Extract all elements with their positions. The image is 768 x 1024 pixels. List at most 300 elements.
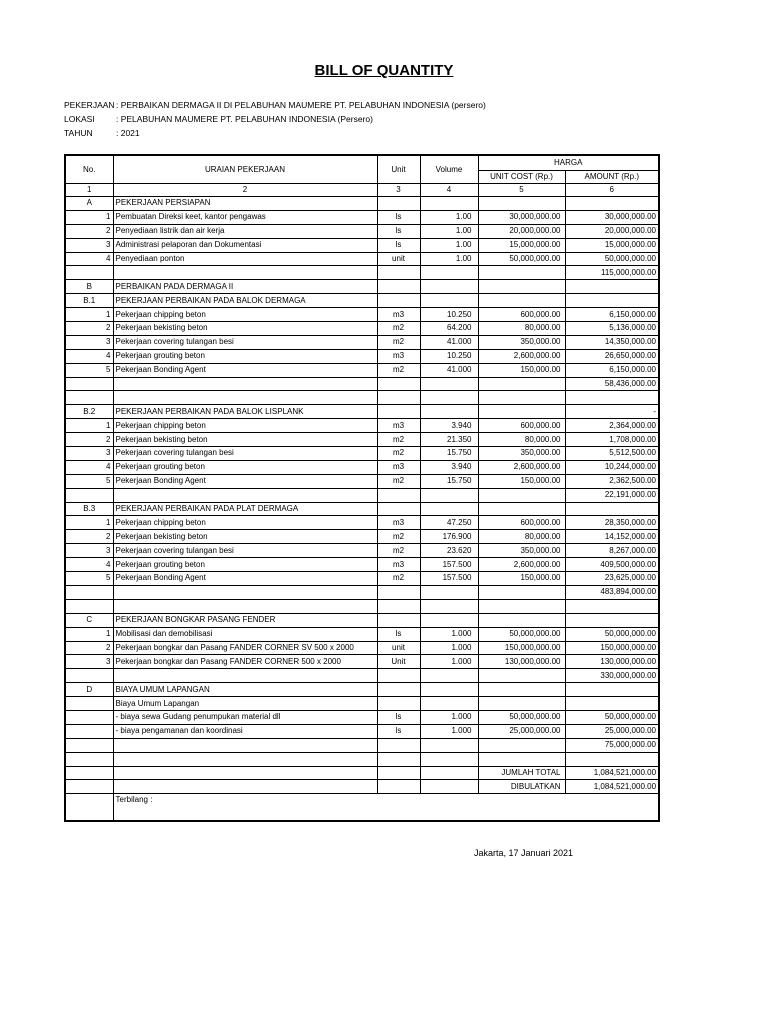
row-description bbox=[113, 599, 377, 613]
table-row bbox=[65, 752, 659, 766]
row-unit-cost bbox=[478, 197, 565, 211]
table-row bbox=[65, 780, 659, 794]
row-amount: 115,000,000.00 bbox=[565, 266, 659, 280]
row-description: PEKERJAAN PERSIAPAN bbox=[113, 197, 377, 211]
row-volume: 1.000 bbox=[420, 627, 478, 641]
row-description: Pekerjaan bekisting beton bbox=[113, 433, 377, 447]
meta-label: TAHUN bbox=[64, 128, 93, 138]
row-unit-cost: 80,000.00 bbox=[478, 530, 565, 544]
header-no: No. bbox=[65, 155, 113, 184]
row-volume: 1.000 bbox=[420, 724, 478, 738]
col-number: 6 bbox=[565, 184, 659, 197]
table-row bbox=[65, 627, 659, 641]
row-amount: - bbox=[565, 405, 659, 419]
row-description bbox=[113, 266, 377, 280]
row-no bbox=[65, 599, 113, 613]
row-unit: ls bbox=[377, 627, 420, 641]
row-unit: m2 bbox=[377, 474, 420, 488]
row-amount: 58,436,000.00 bbox=[565, 377, 659, 391]
col-number: 3 bbox=[377, 184, 420, 197]
row-no: A bbox=[65, 197, 113, 211]
row-unit-cost: JUMLAH TOTAL bbox=[478, 766, 565, 780]
row-unit-cost: 2,600,000.00 bbox=[478, 460, 565, 474]
table-row bbox=[65, 363, 659, 377]
row-volume: 1.000 bbox=[420, 641, 478, 655]
row-amount: 483,894,000.00 bbox=[565, 585, 659, 599]
table-row bbox=[65, 655, 659, 669]
row-unit: m2 bbox=[377, 363, 420, 377]
row-amount bbox=[565, 599, 659, 613]
col-number: 4 bbox=[420, 184, 478, 197]
row-no: 2 bbox=[65, 224, 113, 238]
row-volume: 10.250 bbox=[420, 349, 478, 363]
table-row bbox=[65, 599, 659, 613]
row-volume: 157.500 bbox=[420, 558, 478, 572]
row-amount bbox=[565, 294, 659, 308]
row-volume bbox=[420, 294, 478, 308]
row-unit-cost: 130,000,000.00 bbox=[478, 655, 565, 669]
row-volume: 41.000 bbox=[420, 363, 478, 377]
row-amount: 15,000,000.00 bbox=[565, 238, 659, 252]
row-volume bbox=[420, 585, 478, 599]
row-amount: 6,150,000.00 bbox=[565, 308, 659, 322]
row-unit: m3 bbox=[377, 349, 420, 363]
row-volume bbox=[420, 405, 478, 419]
row-description: - biaya pengamanan dan koordinasi bbox=[113, 724, 377, 738]
row-amount: 50,000,000.00 bbox=[565, 627, 659, 641]
row-no: 3 bbox=[65, 544, 113, 558]
row-unit: m2 bbox=[377, 572, 420, 586]
table-row bbox=[65, 391, 659, 405]
row-unit bbox=[377, 683, 420, 697]
row-description: PEKERJAAN PERBAIKAN PADA PLAT DERMAGA bbox=[113, 502, 377, 516]
row-unit-cost: 350,000.00 bbox=[478, 335, 565, 349]
table-row bbox=[65, 530, 659, 544]
row-description bbox=[113, 391, 377, 405]
row-volume bbox=[420, 766, 478, 780]
header-volume: Volume bbox=[420, 155, 478, 184]
meta-label: PEKERJAAN bbox=[64, 100, 115, 110]
row-no: B.1 bbox=[65, 294, 113, 308]
terbilang-label: Terbilang : bbox=[113, 794, 659, 822]
row-description: BIAYA UMUM LAPANGAN bbox=[113, 683, 377, 697]
table-row bbox=[65, 544, 659, 558]
row-no: B.2 bbox=[65, 405, 113, 419]
row-description: PEKERJAAN PERBAIKAN PADA BALOK DERMAGA bbox=[113, 294, 377, 308]
row-description: Penyediaan listrik dan air kerja bbox=[113, 224, 377, 238]
row-description: Pekerjaan grouting beton bbox=[113, 558, 377, 572]
row-unit-cost bbox=[478, 599, 565, 613]
row-description bbox=[113, 738, 377, 752]
table-row bbox=[65, 488, 659, 502]
table-row bbox=[65, 460, 659, 474]
row-description: PEKERJAAN PERBAIKAN PADA BALOK LISPLANK bbox=[113, 405, 377, 419]
row-no: 3 bbox=[65, 447, 113, 461]
row-unit bbox=[377, 766, 420, 780]
document-title: BILL OF QUANTITY bbox=[314, 62, 454, 79]
row-volume: 1.00 bbox=[420, 224, 478, 238]
row-amount: 75,000,000.00 bbox=[565, 738, 659, 752]
row-volume bbox=[420, 197, 478, 211]
row-unit bbox=[377, 752, 420, 766]
row-unit bbox=[377, 697, 420, 711]
row-no bbox=[65, 752, 113, 766]
row-volume: 47.250 bbox=[420, 516, 478, 530]
row-volume: 23.620 bbox=[420, 544, 478, 558]
row-unit-cost bbox=[478, 280, 565, 294]
row-unit bbox=[377, 294, 420, 308]
row-volume: 1.000 bbox=[420, 655, 478, 669]
row-volume bbox=[420, 266, 478, 280]
row-volume: 3.940 bbox=[420, 460, 478, 474]
row-amount bbox=[565, 391, 659, 405]
row-amount: 2,364,000.00 bbox=[565, 419, 659, 433]
row-amount bbox=[565, 613, 659, 627]
row-volume bbox=[420, 280, 478, 294]
row-description bbox=[113, 585, 377, 599]
row-unit-cost bbox=[478, 391, 565, 405]
row-unit-cost bbox=[478, 669, 565, 683]
row-description bbox=[113, 669, 377, 683]
row-no: 5 bbox=[65, 572, 113, 586]
row-unit bbox=[377, 738, 420, 752]
row-description: PEKERJAAN BONGKAR PASANG FENDER bbox=[113, 613, 377, 627]
row-unit-cost: DIBULATKAN bbox=[478, 780, 565, 794]
row-unit-cost: 600,000.00 bbox=[478, 516, 565, 530]
row-amount: 14,152,000.00 bbox=[565, 530, 659, 544]
row-unit-cost bbox=[478, 585, 565, 599]
row-volume bbox=[420, 669, 478, 683]
row-volume: 176.900 bbox=[420, 530, 478, 544]
row-unit: ls bbox=[377, 238, 420, 252]
row-unit-cost bbox=[478, 697, 565, 711]
table-row bbox=[65, 502, 659, 516]
row-amount bbox=[565, 683, 659, 697]
row-amount: 22,191,000.00 bbox=[565, 488, 659, 502]
row-amount: 8,267,000.00 bbox=[565, 544, 659, 558]
row-unit-cost: 80,000.00 bbox=[478, 322, 565, 336]
row-no: 3 bbox=[65, 335, 113, 349]
row-amount: 1,708,000.00 bbox=[565, 433, 659, 447]
row-unit bbox=[377, 391, 420, 405]
row-unit bbox=[377, 599, 420, 613]
row-description: Pekerjaan covering tulangan besi bbox=[113, 335, 377, 349]
boq-body bbox=[65, 197, 659, 822]
row-no bbox=[65, 488, 113, 502]
row-unit: m3 bbox=[377, 460, 420, 474]
row-amount: 30,000,000.00 bbox=[565, 210, 659, 224]
row-no: 3 bbox=[65, 238, 113, 252]
row-amount bbox=[565, 697, 659, 711]
col-number: 1 bbox=[65, 184, 113, 197]
row-description bbox=[113, 488, 377, 502]
table-row bbox=[65, 349, 659, 363]
row-unit-cost: 50,000,000.00 bbox=[478, 627, 565, 641]
table-row bbox=[65, 308, 659, 322]
row-unit bbox=[377, 197, 420, 211]
table-row bbox=[65, 683, 659, 697]
row-unit-cost: 150,000.00 bbox=[478, 363, 565, 377]
row-amount: 1,084,521,000.00 bbox=[565, 766, 659, 780]
header-unit-cost: UNIT COST (Rp.) bbox=[478, 171, 565, 184]
table-row bbox=[65, 697, 659, 711]
row-unit: ls bbox=[377, 724, 420, 738]
table-row bbox=[65, 641, 659, 655]
row-unit-cost: 80,000.00 bbox=[478, 433, 565, 447]
row-no bbox=[65, 391, 113, 405]
row-description: Administrasi pelaporan dan Dokumentasi bbox=[113, 238, 377, 252]
row-no: 4 bbox=[65, 349, 113, 363]
meta-label: LOKASI bbox=[64, 114, 95, 124]
row-description: Pekerjaan chipping beton bbox=[113, 308, 377, 322]
row-description: Pekerjaan Bonding Agent bbox=[113, 572, 377, 586]
row-unit: ls bbox=[377, 224, 420, 238]
row-no bbox=[65, 794, 113, 822]
row-unit bbox=[377, 502, 420, 516]
row-amount: 1,084,521,000.00 bbox=[565, 780, 659, 794]
row-no bbox=[65, 738, 113, 752]
row-amount: 5,512,500.00 bbox=[565, 447, 659, 461]
row-amount: 50,000,000.00 bbox=[565, 710, 659, 724]
row-no: 4 bbox=[65, 558, 113, 572]
table-row bbox=[65, 405, 659, 419]
row-no: B.3 bbox=[65, 502, 113, 516]
row-description: Pekerjaan bongkar dan Pasang FANDER CORNER SV 500 x 2000 bbox=[113, 641, 377, 655]
row-unit-cost: 30,000,000.00 bbox=[478, 210, 565, 224]
row-amount: 26,650,000.00 bbox=[565, 349, 659, 363]
row-no: 5 bbox=[65, 474, 113, 488]
row-unit bbox=[377, 266, 420, 280]
table-row bbox=[65, 738, 659, 752]
row-unit-cost: 350,000.00 bbox=[478, 544, 565, 558]
row-amount: 330,000,000.00 bbox=[565, 669, 659, 683]
row-unit-cost: 2,600,000.00 bbox=[478, 349, 565, 363]
row-description: Pekerjaan chipping beton bbox=[113, 516, 377, 530]
header-uraian: URAIAN PEKERJAAN bbox=[113, 155, 377, 184]
row-unit-cost bbox=[478, 502, 565, 516]
table-row bbox=[65, 322, 659, 336]
row-description bbox=[113, 780, 377, 794]
row-volume: 15.750 bbox=[420, 447, 478, 461]
table-row bbox=[65, 419, 659, 433]
row-unit-cost bbox=[478, 294, 565, 308]
row-no: 5 bbox=[65, 363, 113, 377]
table-row bbox=[65, 210, 659, 224]
row-description: Pekerjaan grouting beton bbox=[113, 460, 377, 474]
row-unit bbox=[377, 613, 420, 627]
table-row bbox=[65, 724, 659, 738]
row-volume bbox=[420, 377, 478, 391]
row-volume: 15.750 bbox=[420, 474, 478, 488]
row-no bbox=[65, 669, 113, 683]
row-volume: 1.00 bbox=[420, 252, 478, 266]
row-unit bbox=[377, 488, 420, 502]
row-no: 1 bbox=[65, 210, 113, 224]
row-no: 2 bbox=[65, 530, 113, 544]
row-unit-cost: 2,600,000.00 bbox=[478, 558, 565, 572]
row-no bbox=[65, 724, 113, 738]
row-unit-cost bbox=[478, 405, 565, 419]
row-unit-cost: 600,000.00 bbox=[478, 419, 565, 433]
row-unit: m2 bbox=[377, 530, 420, 544]
meta-value: : 2021 bbox=[116, 128, 140, 138]
place-date: Jakarta, 17 Januari 2021 bbox=[474, 848, 574, 858]
row-volume: 3.940 bbox=[420, 419, 478, 433]
row-description: Pekerjaan chipping beton bbox=[113, 419, 377, 433]
row-description: Biaya Umum Lapangan bbox=[113, 697, 377, 711]
table-row bbox=[65, 447, 659, 461]
row-no: 3 bbox=[65, 655, 113, 669]
row-volume bbox=[420, 683, 478, 697]
row-amount: 10,244,000.00 bbox=[565, 460, 659, 474]
row-unit: m2 bbox=[377, 335, 420, 349]
row-unit-cost: 50,000,000.00 bbox=[478, 710, 565, 724]
row-unit bbox=[377, 377, 420, 391]
row-amount: 150,000,000.00 bbox=[565, 641, 659, 655]
table-row bbox=[65, 266, 659, 280]
row-description: - biaya sewa Gudang penumpukan material dll bbox=[113, 710, 377, 724]
row-volume bbox=[420, 391, 478, 405]
row-unit-cost: 350,000.00 bbox=[478, 447, 565, 461]
row-unit-cost: 15,000,000.00 bbox=[478, 238, 565, 252]
row-unit: m3 bbox=[377, 516, 420, 530]
row-no: B bbox=[65, 280, 113, 294]
row-description: Pekerjaan covering tulangan besi bbox=[113, 447, 377, 461]
row-amount: 28,350,000.00 bbox=[565, 516, 659, 530]
row-unit bbox=[377, 280, 420, 294]
table-row bbox=[65, 224, 659, 238]
table-row bbox=[65, 516, 659, 530]
row-unit bbox=[377, 585, 420, 599]
row-volume: 1.00 bbox=[420, 210, 478, 224]
table-row bbox=[65, 474, 659, 488]
row-amount: 50,000,000.00 bbox=[565, 252, 659, 266]
row-amount: 2,362,500.00 bbox=[565, 474, 659, 488]
row-no: D bbox=[65, 683, 113, 697]
row-amount: 14,350,000.00 bbox=[565, 335, 659, 349]
row-no: 1 bbox=[65, 627, 113, 641]
row-unit bbox=[377, 669, 420, 683]
row-amount bbox=[565, 752, 659, 766]
meta-value: : PELABUHAN MAUMERE PT. PELABUHAN INDONESIA (Persero) bbox=[116, 114, 373, 124]
meta-pekerjaan bbox=[64, 100, 486, 110]
row-amount: 25,000,000.00 bbox=[565, 724, 659, 738]
row-unit: m2 bbox=[377, 544, 420, 558]
row-description: Mobilisasi dan demobilisasi bbox=[113, 627, 377, 641]
row-no bbox=[65, 585, 113, 599]
row-no: C bbox=[65, 613, 113, 627]
row-unit-cost: 150,000,000.00 bbox=[478, 641, 565, 655]
row-volume: 1.00 bbox=[420, 238, 478, 252]
row-no bbox=[65, 697, 113, 711]
table-row bbox=[65, 197, 659, 211]
table-row bbox=[65, 238, 659, 252]
row-description: Pekerjaan Bonding Agent bbox=[113, 474, 377, 488]
row-description: Pembuatan Direksi keet, kantor pengawas bbox=[113, 210, 377, 224]
row-unit-cost bbox=[478, 752, 565, 766]
row-unit: unit bbox=[377, 252, 420, 266]
row-amount: 6,150,000.00 bbox=[565, 363, 659, 377]
row-description: PERBAIKAN PADA DERMAGA II bbox=[113, 280, 377, 294]
row-unit-cost: 50,000,000.00 bbox=[478, 252, 565, 266]
row-amount bbox=[565, 280, 659, 294]
row-volume: 41.000 bbox=[420, 335, 478, 349]
row-volume: 21.350 bbox=[420, 433, 478, 447]
table-row bbox=[65, 585, 659, 599]
row-no: 2 bbox=[65, 322, 113, 336]
row-no bbox=[65, 766, 113, 780]
table-row bbox=[65, 335, 659, 349]
row-description: Pekerjaan grouting beton bbox=[113, 349, 377, 363]
row-unit: m3 bbox=[377, 308, 420, 322]
row-unit-cost bbox=[478, 683, 565, 697]
row-no: 1 bbox=[65, 308, 113, 322]
row-unit: m3 bbox=[377, 558, 420, 572]
row-amount: 130,000,000.00 bbox=[565, 655, 659, 669]
row-unit: Unit bbox=[377, 655, 420, 669]
row-no: 1 bbox=[65, 419, 113, 433]
row-description: Penyediaan ponton bbox=[113, 252, 377, 266]
meta-lokasi bbox=[64, 114, 373, 124]
row-unit: m2 bbox=[377, 447, 420, 461]
row-unit: m3 bbox=[377, 419, 420, 433]
row-unit-cost: 25,000,000.00 bbox=[478, 724, 565, 738]
table-row bbox=[65, 294, 659, 308]
row-no bbox=[65, 377, 113, 391]
col-number: 5 bbox=[478, 184, 565, 197]
table-row bbox=[65, 252, 659, 266]
row-no bbox=[65, 780, 113, 794]
row-description bbox=[113, 752, 377, 766]
row-description: Pekerjaan bongkar dan Pasang FANDER CORNER 500 x 2000 bbox=[113, 655, 377, 669]
row-amount: 23,625,000.00 bbox=[565, 572, 659, 586]
row-no: 2 bbox=[65, 433, 113, 447]
row-volume bbox=[420, 738, 478, 752]
row-unit: m2 bbox=[377, 433, 420, 447]
row-volume: 64.200 bbox=[420, 322, 478, 336]
meta-value: : PERBAIKAN DERMAGA II DI PELABUHAN MAUMERE PT. PELABUHAN INDONESIA (persero) bbox=[116, 100, 486, 110]
row-description: Pekerjaan bekisting beton bbox=[113, 322, 377, 336]
header-unit: Unit bbox=[377, 155, 420, 184]
row-unit: unit bbox=[377, 641, 420, 655]
row-amount bbox=[565, 197, 659, 211]
row-unit-cost bbox=[478, 377, 565, 391]
boq-table bbox=[64, 154, 660, 822]
row-amount: 20,000,000.00 bbox=[565, 224, 659, 238]
row-no: 4 bbox=[65, 460, 113, 474]
table-row bbox=[65, 433, 659, 447]
row-description: Pekerjaan bekisting beton bbox=[113, 530, 377, 544]
table-row bbox=[65, 710, 659, 724]
header-amount: AMOUNT (Rp.) bbox=[565, 171, 659, 184]
header-harga: HARGA bbox=[478, 155, 659, 171]
row-volume: 1.000 bbox=[420, 710, 478, 724]
row-description: Pekerjaan Bonding Agent bbox=[113, 363, 377, 377]
row-unit: ls bbox=[377, 710, 420, 724]
row-unit: ls bbox=[377, 210, 420, 224]
row-volume bbox=[420, 488, 478, 502]
row-unit-cost bbox=[478, 613, 565, 627]
table-row bbox=[65, 613, 659, 627]
table-row bbox=[65, 669, 659, 683]
row-no bbox=[65, 710, 113, 724]
row-no: 4 bbox=[65, 252, 113, 266]
row-unit-cost bbox=[478, 266, 565, 280]
table-row bbox=[65, 572, 659, 586]
row-unit-cost: 600,000.00 bbox=[478, 308, 565, 322]
row-no: 1 bbox=[65, 516, 113, 530]
row-no bbox=[65, 266, 113, 280]
